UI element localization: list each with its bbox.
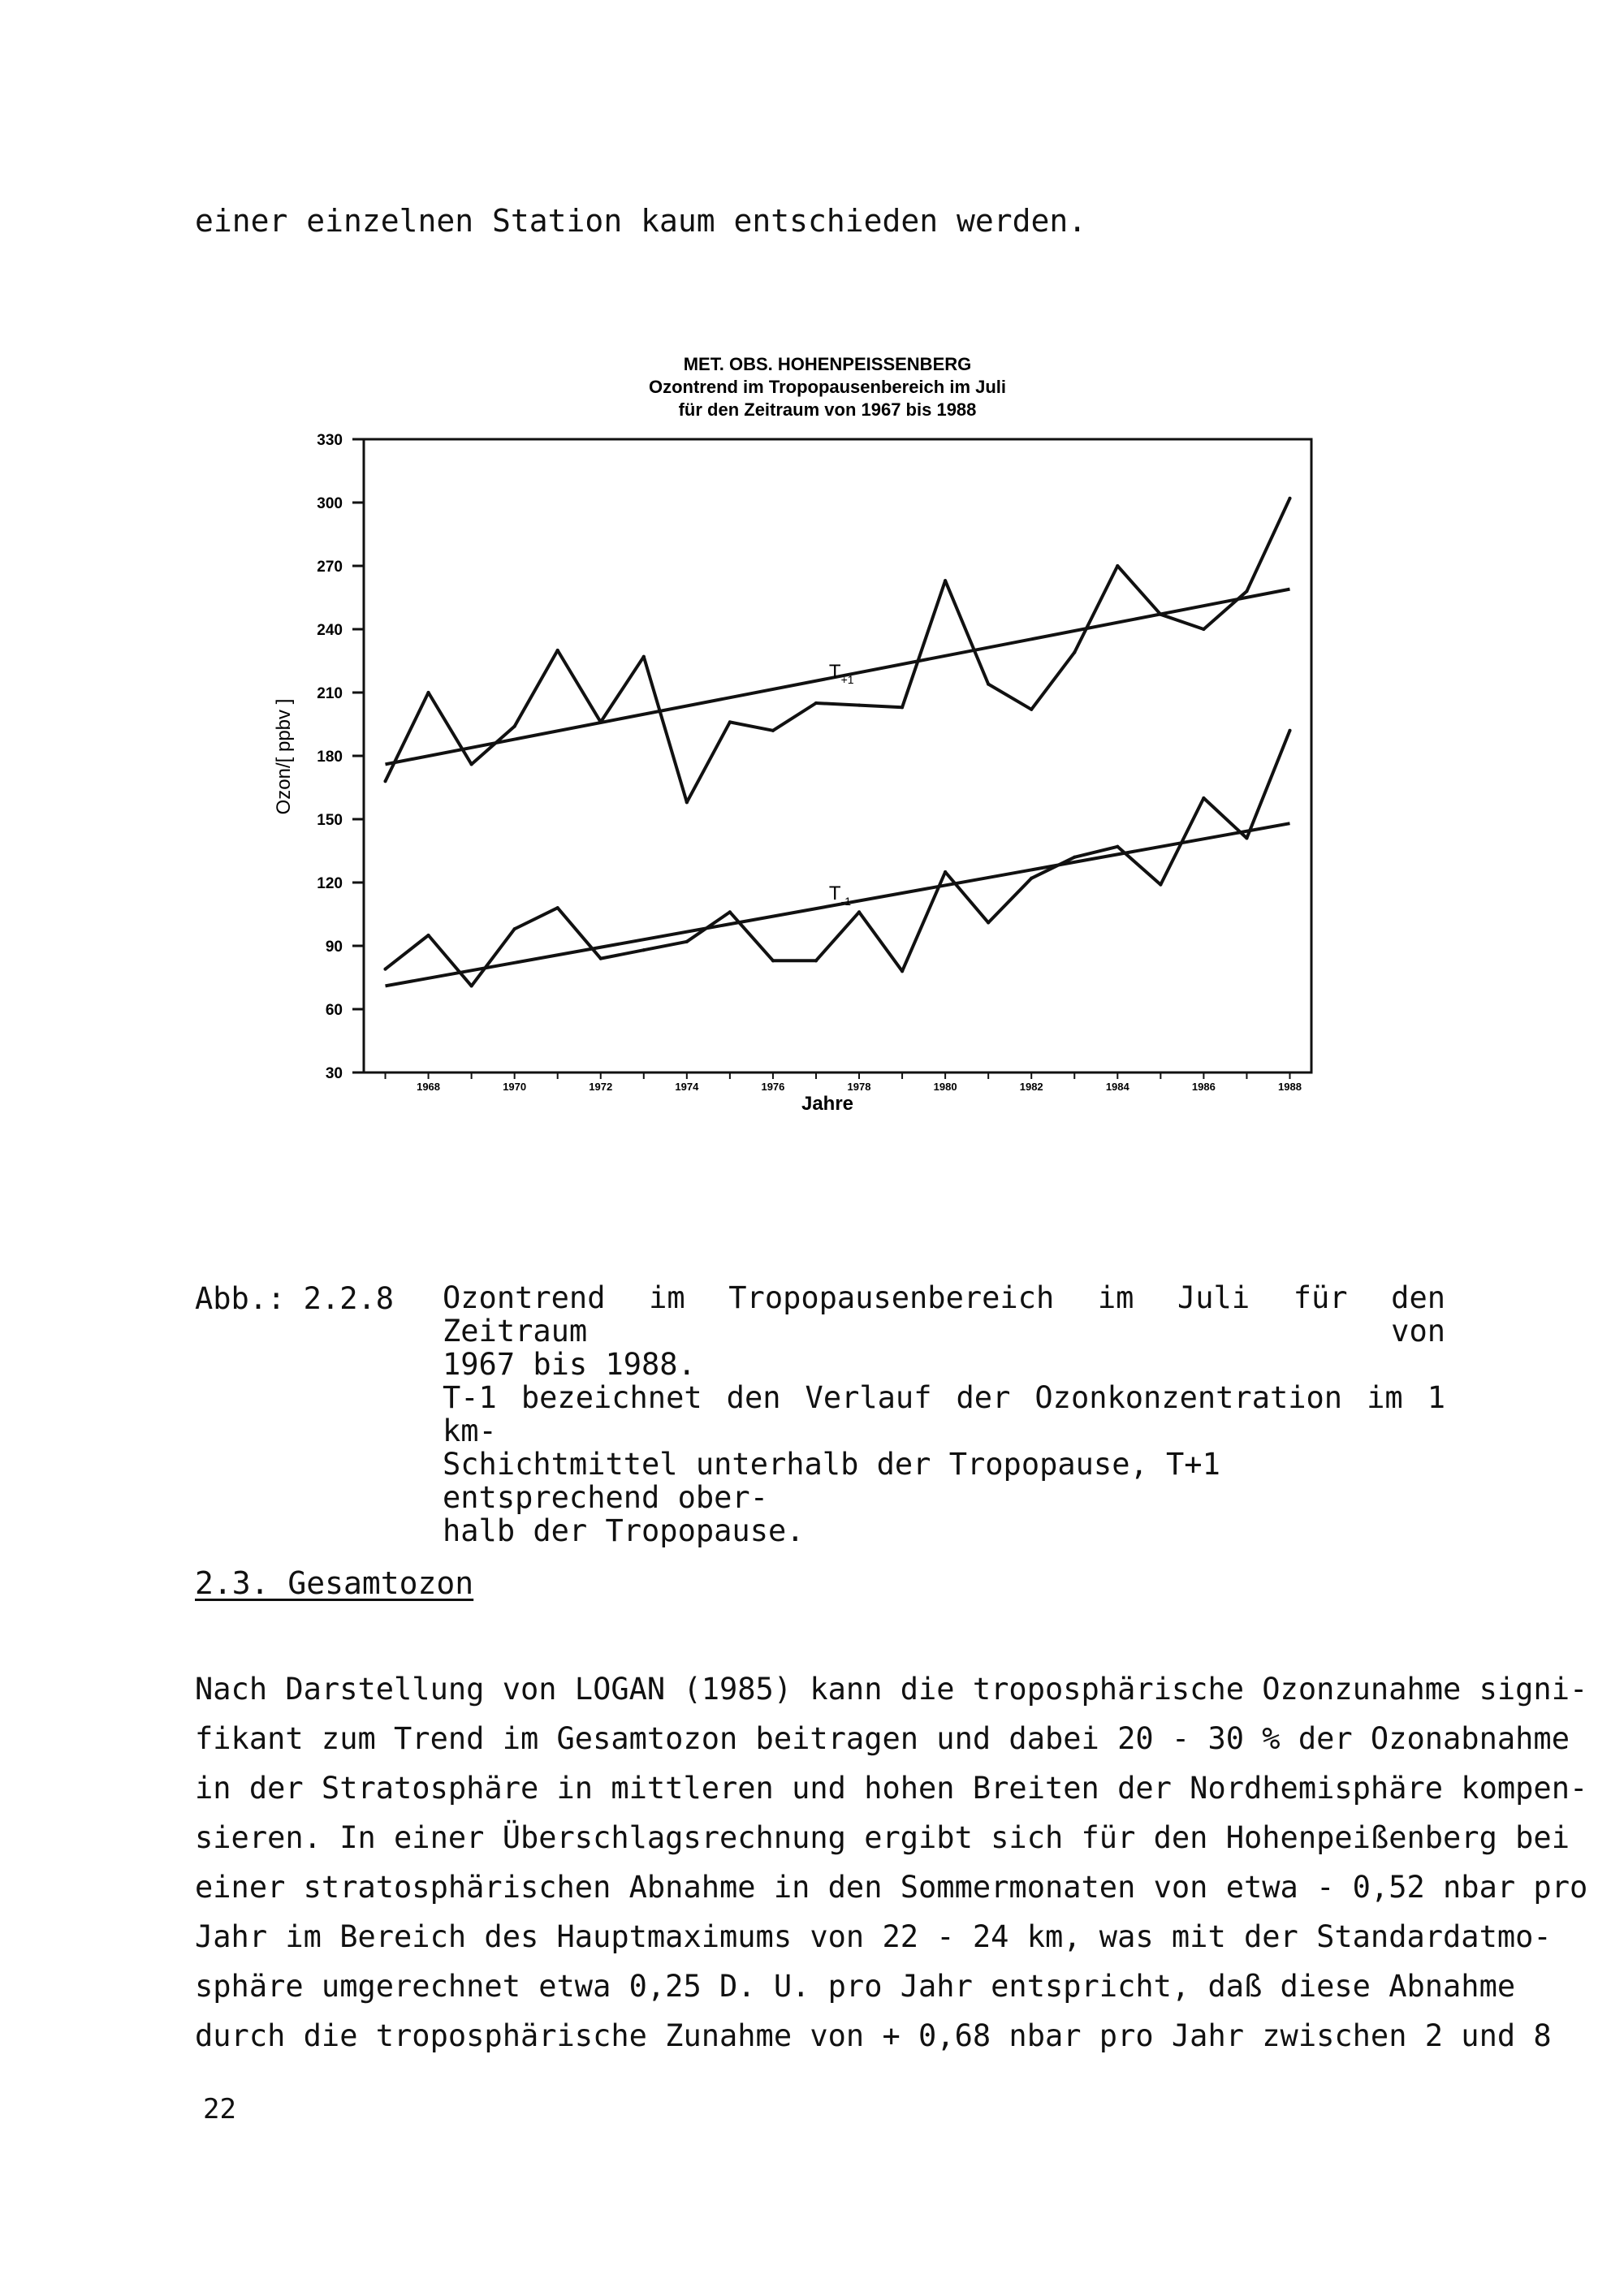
data-point: [901, 706, 904, 709]
data-point: [1202, 628, 1205, 631]
chart-title-line-2: Ozontrend im Tropopausenbereich im Juli: [648, 377, 1007, 397]
series-segment: [902, 580, 945, 707]
caption-text: [443, 1281, 1445, 1547]
series-segment: [472, 929, 515, 986]
data-point: [1116, 845, 1119, 848]
body-line: Nach Darstellung von LOGAN (1985) kann die troposphärische Ozonzunahme signi-: [195, 1672, 1588, 1707]
data-point: [814, 959, 818, 962]
data-point: [599, 720, 603, 723]
series-segment: [687, 722, 730, 802]
plot-frame: [364, 439, 1311, 1072]
series-segment: [1074, 566, 1117, 653]
body-line: durch die troposphärische Zunahme von + 0,68 nbar pro Jahr zwischen 2 und 8: [195, 2018, 1552, 2053]
series-lines: [384, 497, 1292, 988]
data-point: [556, 649, 559, 652]
y-tick-label: 30: [325, 1065, 343, 1082]
x-tick-label: 1982: [1019, 1081, 1043, 1093]
data-point: [470, 762, 473, 766]
data-point: [384, 968, 387, 971]
x-tick-label: 1974: [675, 1081, 699, 1093]
data-point: [1073, 856, 1076, 859]
body-line: sphäre umgerechnet etwa 0,25 D. U. pro Jahr entspricht, daß diese Abnahme: [195, 1969, 1516, 2004]
series-segment: [687, 912, 730, 941]
body-line: einer stratosphärischen Abnahme in den Sommermonaten von etwa - 0,52 nbar pro: [195, 1870, 1588, 1905]
series-segment: [1246, 498, 1289, 591]
data-point: [1030, 708, 1033, 711]
data-point: [1159, 613, 1162, 616]
series-segment: [1203, 798, 1246, 838]
caption-label: Abb.: 2.2.8: [195, 1281, 395, 1316]
series-segment: [1117, 847, 1160, 885]
data-point: [599, 957, 603, 960]
page-number: 22: [203, 2093, 236, 2126]
series-segment: [945, 580, 988, 684]
data-point: [1116, 564, 1119, 568]
series-segment: [859, 706, 902, 708]
series-segment: [558, 650, 601, 722]
series-segment: [988, 684, 1031, 710]
x-tick-label: 1970: [503, 1081, 527, 1093]
series-segment: [1246, 731, 1289, 839]
data-point: [642, 948, 646, 952]
y-tick-label: 300: [317, 495, 343, 512]
data-point: [771, 959, 775, 962]
series-segment: [859, 912, 902, 971]
y-axis-label: Ozon/[ ppbv ]: [273, 698, 295, 815]
body-line: in der Stratosphäre in mittleren und hohen Breiten der Nordhemisphäre kompen-: [195, 1771, 1588, 1806]
series-segment: [1031, 653, 1074, 710]
series-segment: [601, 950, 644, 958]
x-tick-label: 1968: [417, 1081, 441, 1093]
series-segment: [816, 912, 859, 960]
series-label-T-1: $T_{-1}$: [828, 882, 852, 908]
intro-line: einer einzelnen Station kaum entschieden werden.: [195, 203, 1087, 239]
data-point: [987, 921, 990, 924]
caption-line: halb der Tropopause.: [443, 1513, 805, 1548]
data-point: [1245, 836, 1248, 839]
series-segment: [386, 693, 429, 781]
body-line: Jahr im Bereich des Hauptmaximums von 22 - 24 km, was mit der Standardatmo-: [195, 1919, 1552, 1954]
caption-line: Schichtmittel unterhalb der Tropopause, T+1 entsprechend ober-: [443, 1447, 1220, 1515]
x-tick-label: 1988: [1278, 1081, 1302, 1093]
series-segment: [988, 878, 1031, 923]
body-paragraph: [195, 1664, 1588, 2061]
x-tick-label: 1976: [761, 1081, 785, 1093]
section-heading: 2.3. Gesamtozon: [195, 1565, 474, 1601]
data-point: [685, 940, 689, 943]
data-point: [685, 801, 689, 804]
caption-line: T-1 bezeichnet den Verlauf der Ozonkonzentration im 1 km-: [443, 1380, 1445, 1448]
data-point: [1030, 877, 1033, 880]
body-line: sieren. In einer Überschlagsrechnung ergibt sich für den Hohenpeißenberg bei: [195, 1820, 1570, 1855]
data-point: [814, 701, 818, 705]
y-axis-ticks: [317, 432, 364, 1082]
series-T+1: [384, 497, 1292, 804]
body-line: fikant zum Trend im Gesamtozon beitragen und dabei 20 - 30 % der Ozonabnahme: [195, 1721, 1570, 1756]
data-point: [427, 934, 430, 937]
data-point: [1288, 497, 1291, 500]
series-segment: [1203, 591, 1246, 629]
series-segment: [773, 703, 816, 731]
data-point: [470, 984, 473, 987]
caption-line: 1967 bis 1988.: [443, 1347, 696, 1382]
data-point: [771, 729, 775, 732]
series-segment: [1117, 566, 1160, 615]
series-segment: [515, 908, 558, 929]
y-tick-label: 210: [317, 685, 343, 702]
trend-line-T-1: [386, 823, 1290, 986]
chart-title-line-1: MET. OBS. HOHENPEISSENBERG: [683, 354, 972, 374]
series-segment: [644, 942, 687, 950]
x-tick-label: 1984: [1105, 1081, 1129, 1093]
y-tick-label: 330: [317, 432, 343, 449]
x-axis-ticks: [386, 1072, 1302, 1093]
data-point: [944, 870, 947, 874]
series-segment: [816, 703, 859, 706]
chart-title-line-3: für den Zeitraum von 1967 bis 1988: [678, 399, 977, 420]
y-tick-label: 180: [317, 749, 343, 766]
data-point: [384, 779, 387, 783]
x-tick-label: 1978: [847, 1081, 871, 1093]
series-segment: [644, 657, 687, 802]
series-segment: [730, 722, 773, 730]
data-point: [427, 691, 430, 694]
data-point: [728, 720, 732, 723]
data-point: [857, 704, 861, 707]
x-tick-label: 1972: [589, 1081, 613, 1093]
series-segment: [601, 657, 644, 723]
series-label-T+1: $T_{+1}$: [828, 660, 854, 686]
y-tick-label: 60: [325, 1002, 343, 1019]
data-point: [1073, 651, 1076, 654]
y-tick-label: 120: [317, 875, 343, 892]
data-point: [1159, 883, 1162, 887]
series-segment: [515, 650, 558, 727]
data-point: [901, 969, 904, 973]
data-point: [1288, 729, 1291, 732]
x-axis-label: Jahre: [801, 1093, 854, 1115]
series-segment: [902, 872, 945, 971]
y-tick-label: 150: [317, 812, 343, 829]
y-tick-label: 240: [317, 622, 343, 639]
data-point: [1202, 796, 1205, 800]
data-point: [1245, 589, 1248, 593]
y-tick-label: 90: [325, 939, 343, 956]
data-point: [513, 927, 516, 930]
series-segment: [386, 935, 429, 969]
series-labels: [829, 661, 854, 908]
data-point: [987, 683, 990, 686]
data-point: [642, 655, 646, 658]
data-point: [728, 910, 732, 913]
data-point: [857, 910, 861, 913]
data-point: [556, 906, 559, 909]
caption-line: Ozontrend im Tropopausenbereich im Juli für den Zeitraum von: [443, 1280, 1445, 1349]
series-T-1: [384, 729, 1292, 988]
data-point: [944, 579, 947, 582]
series-segment: [1160, 615, 1203, 629]
chart-title: [649, 354, 1006, 420]
x-tick-label: 1980: [933, 1081, 957, 1093]
data-point: [513, 725, 516, 728]
y-tick-label: 270: [317, 559, 343, 576]
x-tick-label: 1986: [1191, 1081, 1216, 1093]
